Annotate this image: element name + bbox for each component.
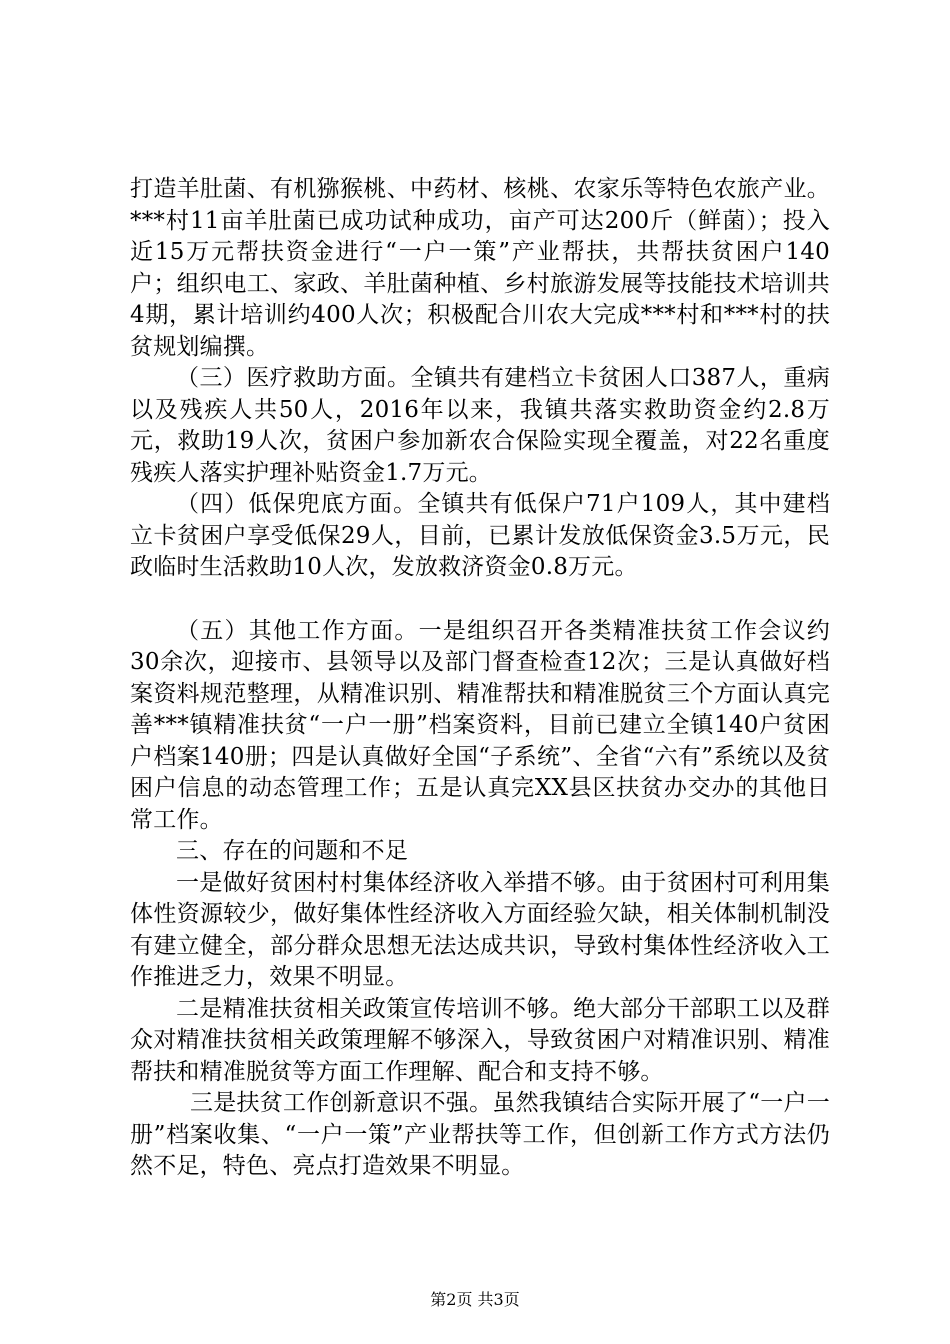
section-heading-problems: 三、存在的问题和不足 (176, 838, 408, 864)
paragraph-problem-two: 二是精准扶贫相关政策宣传培训不够。绝大部分干部职工以及群众对精准扶贫相关政策理解不够深入，导致贫困户对精准识别、精准帮扶和精准脱贫等方面工作理解、配合和支持不够。 (130, 995, 830, 1085)
paragraph-industry: 打造羊肚菌、有机猕猴桃、中药材、核桃、农家乐等特色农旅产业。***村11亩羊肚菌已成功试种成功，亩产可达200斤（鲜菌）；投入近15万元帮扶资金进行“一户一策”产业帮扶，共帮扶贫困户140户；组织电工、家政、羊肚菌种植、乡村旅游发展等技能技术培训共4期，累计培训约400人次；积极配合川农大完成***村和***村的扶贫规划编撰。 (130, 176, 830, 360)
paragraph-problem-one: 一是做好贫困村村集体经济收入举措不够。由于贫困村可利用集体性资源较少，做好集体性经济收入方面经验欠缺，相关体制机制没有建立健全，部分群众思想无法达成共识，导致村集体性经济收入工作推进乏力，效果不明显。 (130, 869, 830, 990)
paragraph-problem-three: 三是扶贫工作创新意识不强。虽然我镇结合实际开展了“一户一册”档案收集、“一户一策”产业帮扶等工作，但创新工作方式方法仍然不足，特色、亮点打造效果不明显。 (130, 1090, 830, 1179)
paragraph-minimum-living: （四）低保兜底方面。全镇共有低保户71户109人，其中建档立卡贫困户享受低保29人，目前，已累计发放低保资金3.5万元，民政临时生活救助10人次，发放救济资金0.8万元。 (130, 491, 830, 580)
paragraph-gap (130, 584, 830, 616)
document-body (130, 174, 830, 1183)
page-footer: 第2页 共3页 (430, 1290, 520, 1309)
paragraph-medical-aid: （三）医疗救助方面。全镇共有建档立卡贫困人口387人，重病以及残疾人共50人，2016年以来，我镇共落实救助资金约2.8万元，救助19人次，贫困户参加新农合保险实现全覆盖，对22名重度残疾人落实护理补贴资金1.7万元。 (130, 365, 830, 486)
paragraph-other-work: （五）其他工作方面。一是组织召开各类精准扶贫工作会议约30余次，迎接市、县领导以及部门督查检查12次；三是认真做好档案资料规范整理，从精准识别、精准帮扶和精准脱贫三个方面认真完善***镇精准扶贫“一户一册”档案资料，目前已建立全镇140户贫困户档案140册；四是认真做好全国“子系统”、全省“六有”系统以及贫困户信息的动态管理工作；五是认真完XX县区扶贫办交办的其他日常工作。 (130, 617, 830, 833)
